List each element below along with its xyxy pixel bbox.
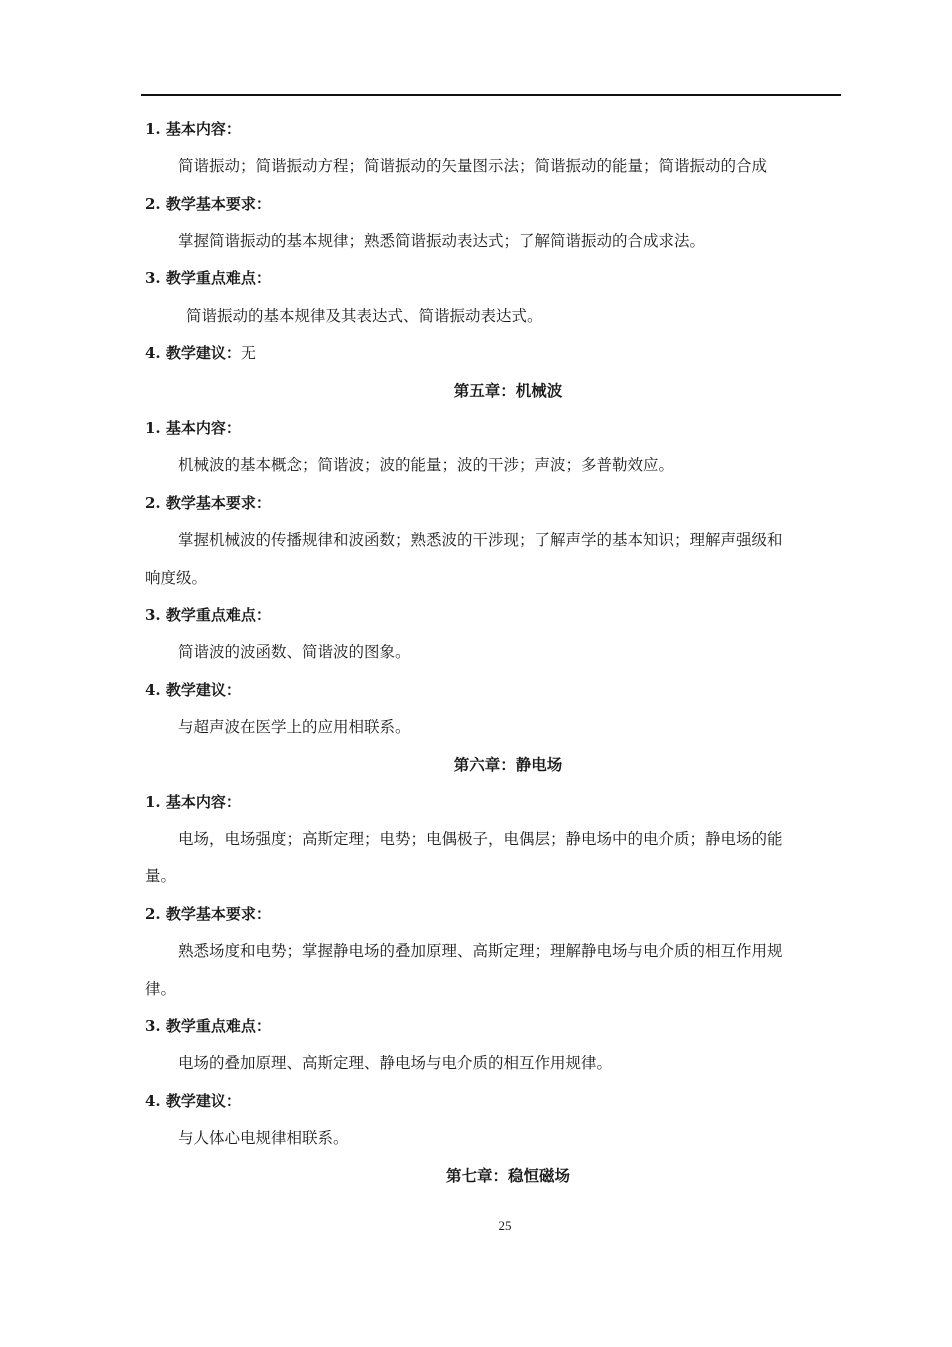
page-number: 25: [498, 1218, 512, 1233]
heading-requirements: 2. 教学基本要求：: [145, 494, 271, 512]
paragraph: 机械波的基本概念；简谐波；波的能量；波的干涉；声波；多普勒效应。: [178, 456, 675, 474]
heading-suggestions: [145, 343, 256, 363]
heading-key-points: 3. 教学重点难点：: [145, 269, 271, 287]
heading-suggestions: 4. 教学建议：: [145, 681, 241, 699]
paragraph-continuation: 量。: [145, 867, 177, 885]
paragraph: 掌握简谐振动的基本规律；熟悉简谐振动表达式；了解简谐振动的合成求法。: [178, 232, 706, 250]
suggestion-value: 无: [240, 344, 256, 362]
paragraph-continuation: 响度级。: [145, 569, 208, 587]
header-rule: [141, 94, 841, 96]
paragraph: 简谐振动；简谐振动方程；简谐振动的矢量图示法；简谐振动的能量；简谐振动的合成: [178, 157, 768, 175]
heading-requirements: 2. 教学基本要求：: [145, 905, 271, 923]
chapter-title: 第六章：静电场: [453, 755, 563, 774]
paragraph: 与超声波在医学上的应用相联系。: [178, 718, 411, 736]
heading-key-points: 3. 教学重点难点：: [145, 1017, 271, 1035]
paragraph: 简谐波的波函数、简谐波的图象。: [178, 643, 411, 661]
paragraph: 电场，电场强度；高斯定理；电势；电偶极子，电偶层；静电场中的电介质；静电场的能: [178, 830, 783, 848]
paragraph-continuation: 律。: [145, 980, 177, 998]
heading-basic-content: 1. 基本内容：: [145, 120, 241, 138]
chapter-title: 第五章：机械波: [453, 381, 563, 400]
heading-basic-content: 1. 基本内容：: [145, 793, 241, 811]
paragraph: 简谐振动的基本规律及其表达式、简谐振动表达式。: [186, 307, 543, 325]
heading-suggestions: 4. 教学建议：: [145, 1092, 241, 1110]
paragraph: 熟悉场度和电势；掌握静电场的叠加原理、高斯定理；理解静电场与电介质的相互作用规: [178, 942, 783, 960]
heading-requirements: 2. 教学基本要求：: [145, 195, 271, 213]
heading-key-points: 3. 教学重点难点：: [145, 606, 271, 624]
paragraph: 电场的叠加原理、高斯定理、静电场与电介质的相互作用规律。: [178, 1054, 613, 1072]
heading-basic-content: 1. 基本内容：: [145, 419, 241, 437]
paragraph: 与人体心电规律相联系。: [178, 1129, 349, 1147]
heading-suggestions-label: 4. 教学建议：: [145, 344, 241, 362]
chapter-title: 第七章：稳恒磁场: [445, 1166, 570, 1185]
paragraph: 掌握机械波的传播规律和波函数；熟悉波的干涉现；了解声学的基本知识；理解声强级和: [178, 531, 783, 549]
